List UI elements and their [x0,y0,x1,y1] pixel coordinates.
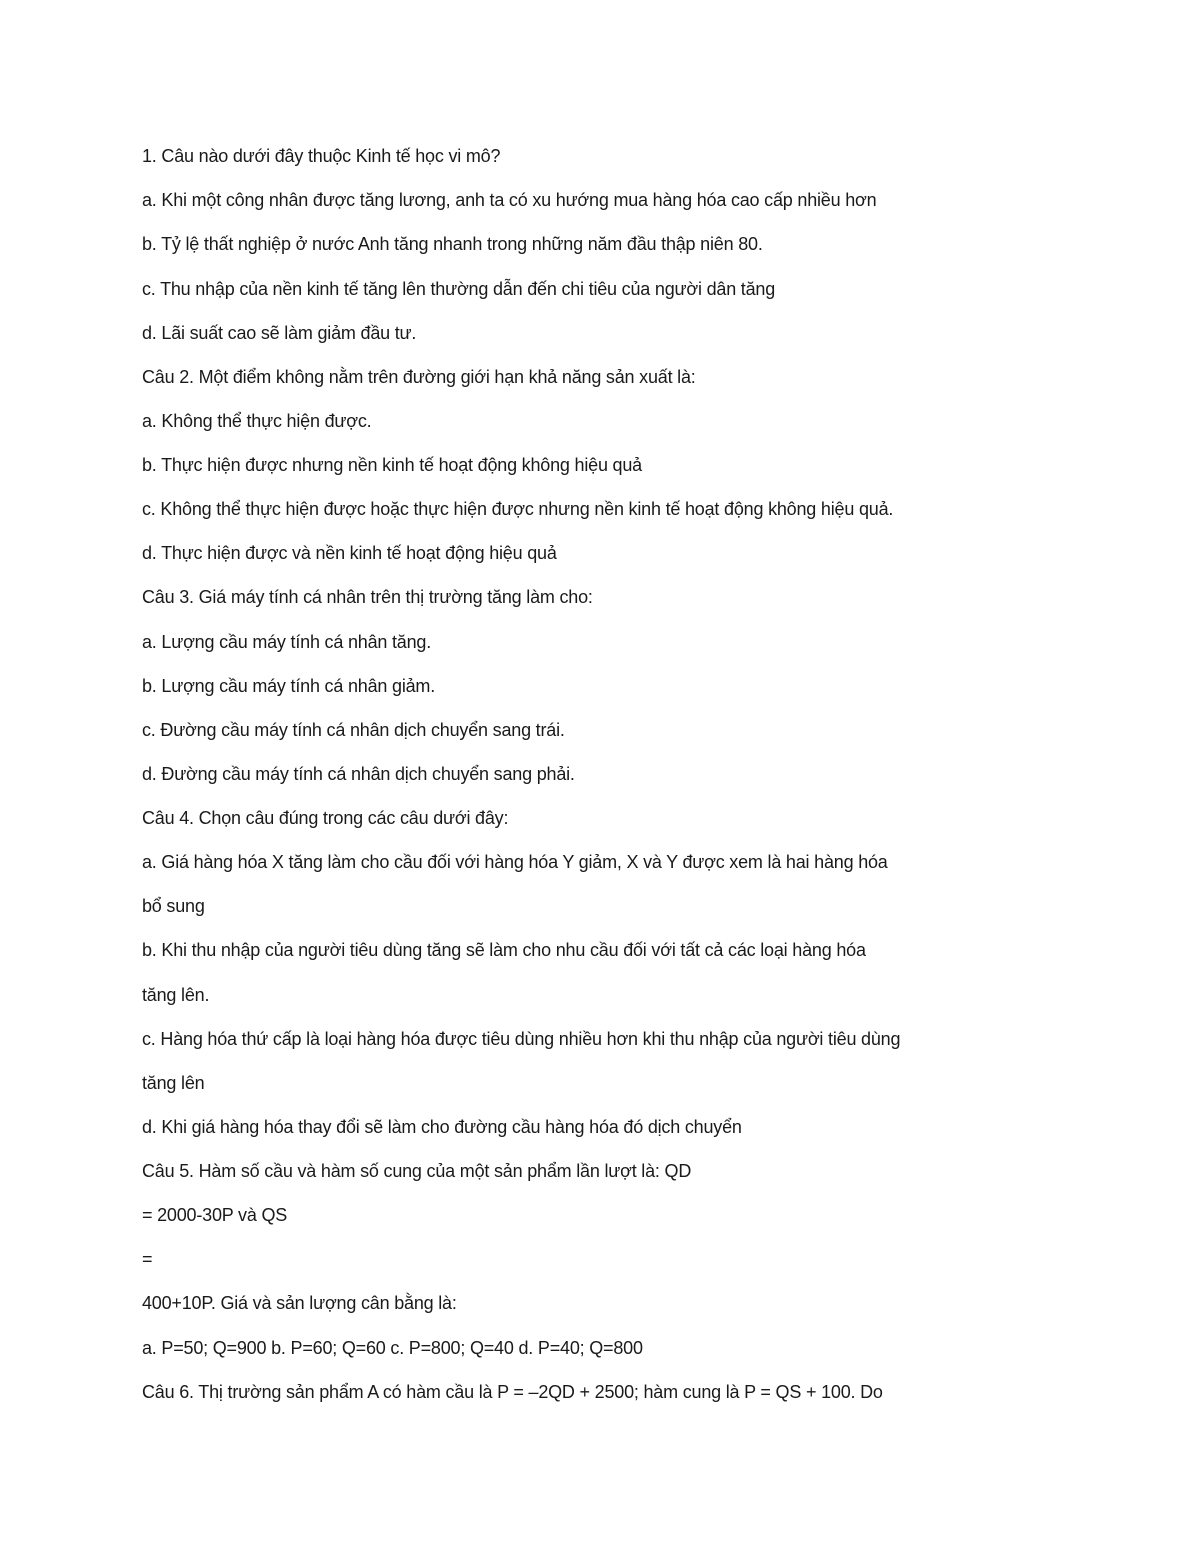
question-2-option-a: a. Không thể thực hiện được. [142,411,372,431]
question-1-title: 1. Câu nào dưới đây thuộc Kinh tế học vi mô? [142,146,501,166]
question-2-option-b: b. Thực hiện được nhưng nền kinh tế hoạt động không hiệu quả [142,455,642,475]
question-4-option-c-cont: tăng lên [142,1073,205,1093]
question-2-option-d: d. Thực hiện được và nền kinh tế hoạt động hiệu quả [142,543,557,563]
question-1-option-b: b. Tỷ lệ thất nghiệp ở nước Anh tăng nhanh trong những năm đầu thập niên 80. [142,234,763,254]
question-3-option-d: d. Đường cầu máy tính cá nhân dịch chuyển sang phải. [142,764,575,784]
question-6-title: Câu 6. Thị trường sản phẩm A có hàm cầu là P = –2QD + 2500; hàm cung là P = QS + 100. Do [142,1382,883,1402]
question-1-option-c: c. Thu nhập của nền kinh tế tăng lên thường dẫn đến chi tiêu của người dân tăng [142,279,776,299]
question-3-option-a: a. Lượng cầu máy tính cá nhân tăng. [142,632,432,652]
question-4-option-c: c. Hàng hóa thứ cấp là loại hàng hóa được tiêu dùng nhiều hơn khi thu nhập của người tiêu dùng [142,1029,901,1049]
question-5-title-cont-1: = 2000-30P và QS [142,1205,288,1225]
question-3-option-b: b. Lượng cầu máy tính cá nhân giảm. [142,676,436,696]
question-5-title-cont-2: = [142,1249,153,1269]
question-5-title: Câu 5. Hàm số cầu và hàm số cung của một sản phẩm lần lượt là: QD [142,1161,692,1181]
question-3-title: Câu 3. Giá máy tính cá nhân trên thị trường tăng làm cho: [142,587,593,607]
question-4-option-a: a. Giá hàng hóa X tăng làm cho cầu đối với hàng hóa Y giảm, X và Y được xem là hai hàng hóa [142,852,888,872]
question-4-option-b-cont: tăng lên. [142,985,210,1005]
question-5-options: a. P=50; Q=900 b. P=60; Q=60 c. P=800; Q=40 d. P=40; Q=800 [142,1338,643,1358]
question-5-title-cont-3: 400+10P. Giá và sản lượng cân bằng là: [142,1293,457,1313]
question-4-option-b: b. Khi thu nhập của người tiêu dùng tăng sẽ làm cho nhu cầu đối với tất cả các loại hàng hóa [142,940,866,960]
question-1-option-a: a. Khi một công nhân được tăng lương, anh ta có xu hướng mua hàng hóa cao cấp nhiều hơn [142,190,877,210]
question-4-option-a-cont: bổ sung [142,896,205,916]
question-2-title: Câu 2. Một điểm không nằm trên đường giới hạn khả năng sản xuất là: [142,367,696,387]
question-1-option-d: d. Lãi suất cao sẽ làm giảm đầu tư. [142,323,417,343]
question-4-title: Câu 4. Chọn câu đúng trong các câu dưới đây: [142,808,509,828]
question-2-option-c: c. Không thể thực hiện được hoặc thực hiện được nhưng nền kinh tế hoạt động không hiệu quả. [142,499,894,519]
question-4-option-d: d. Khi giá hàng hóa thay đổi sẽ làm cho đường cầu hàng hóa đó dịch chuyển [142,1117,742,1137]
question-3-option-c: c. Đường cầu máy tính cá nhân dịch chuyển sang trái. [142,720,565,740]
